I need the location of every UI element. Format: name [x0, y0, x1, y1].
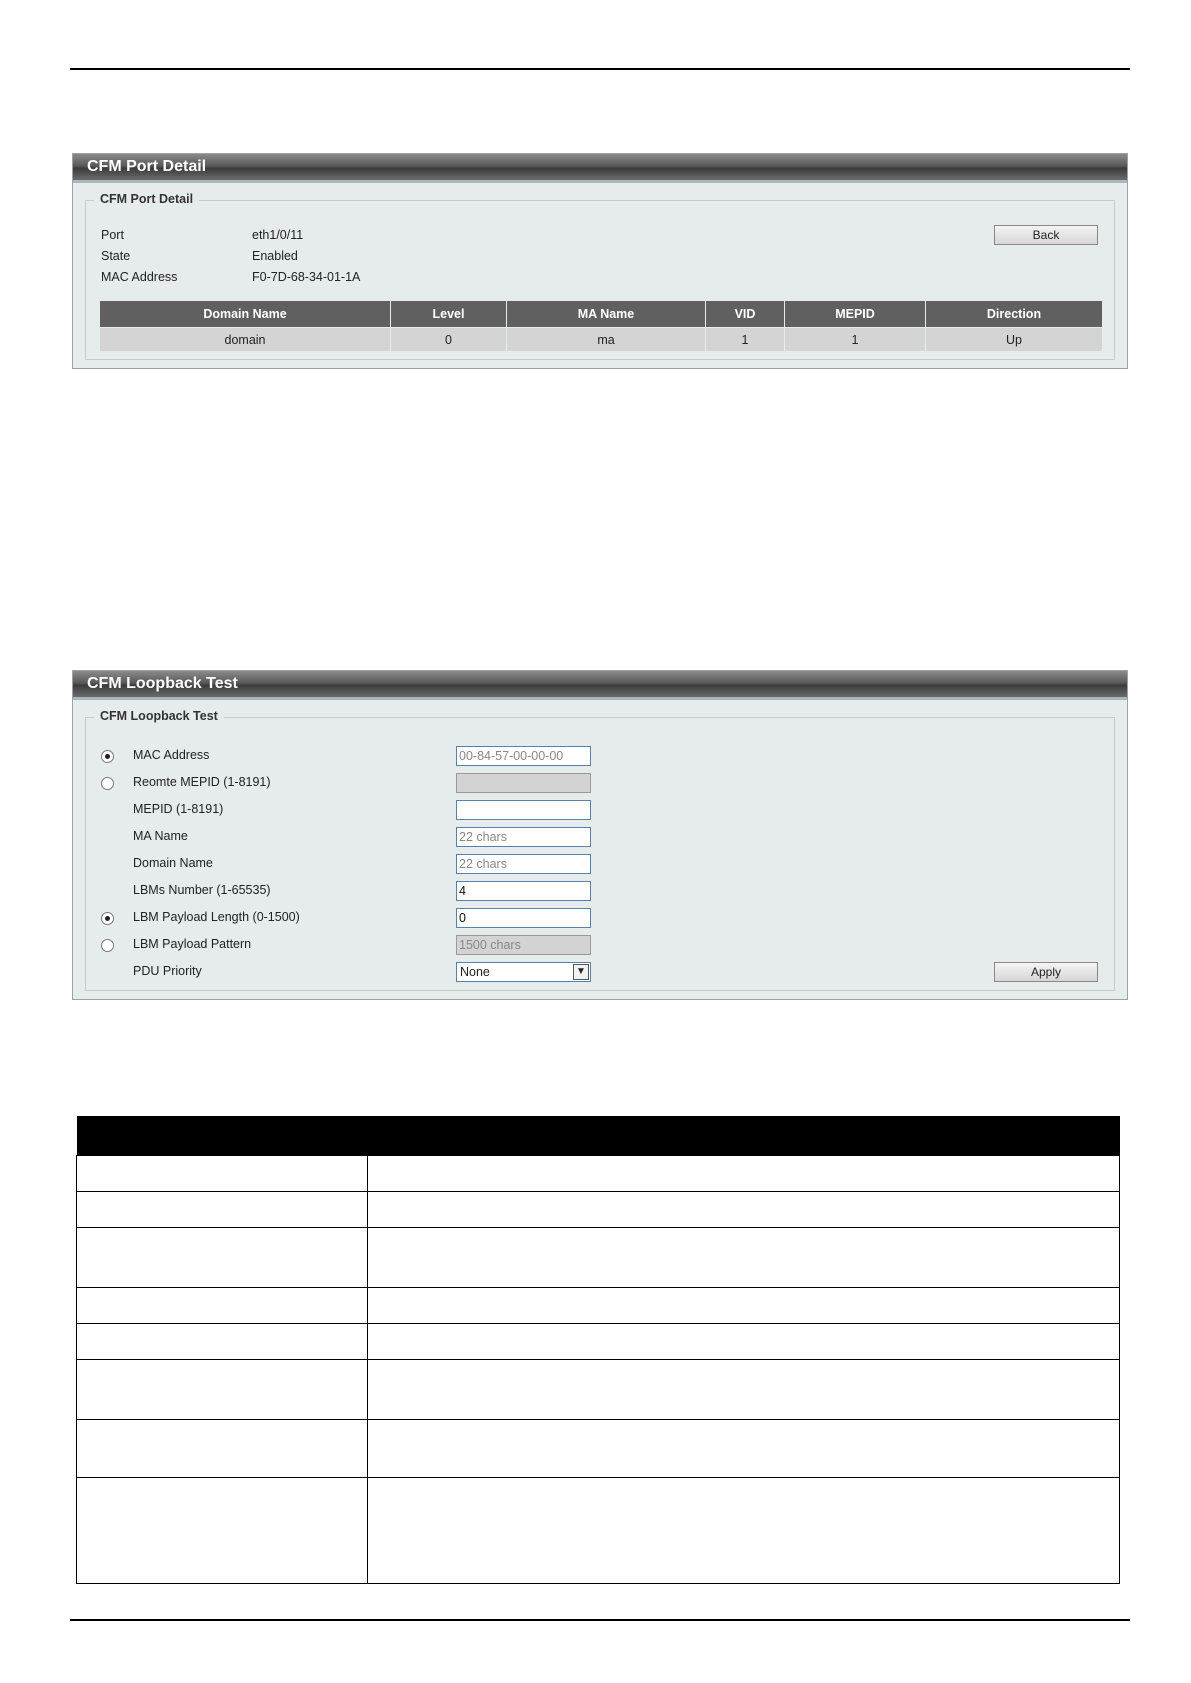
cell-vid: 1: [706, 328, 785, 352]
cell: [368, 1324, 1120, 1360]
table-row: [77, 1228, 1120, 1288]
mac-address-radio[interactable]: [101, 750, 114, 763]
mac-address-input[interactable]: [456, 746, 591, 766]
cell-level: 0: [391, 328, 507, 352]
cell: [368, 1420, 1120, 1478]
col-vid: VID: [706, 301, 785, 328]
table-row: [77, 1192, 1120, 1228]
table-row: [77, 1156, 1120, 1192]
pdu-priority-label: PDU Priority: [133, 964, 202, 978]
domain-name-label: Domain Name: [133, 856, 213, 870]
mac-address-label: MAC Address: [101, 270, 178, 284]
table-header-row: [100, 301, 1103, 328]
chevron-down-icon[interactable]: ▼: [573, 964, 589, 980]
cell: [77, 1420, 368, 1478]
lbms-number-label: LBMs Number (1-65535): [133, 883, 271, 897]
cell-ma-name: ma: [507, 328, 706, 352]
header-rule: [70, 68, 1130, 70]
lbm-payload-length-input[interactable]: [456, 908, 591, 928]
col-mepid: MEPID: [785, 301, 926, 328]
col-ma-name: MA Name: [507, 301, 706, 328]
cell: [77, 1228, 368, 1288]
domain-name-input[interactable]: [456, 854, 591, 874]
col-direction: Direction: [926, 301, 1103, 328]
remote-mepid-radio[interactable]: [101, 777, 114, 790]
lbm-payload-pattern-radio[interactable]: [101, 939, 114, 952]
table-row: [77, 1360, 1120, 1420]
port-label: Port: [101, 228, 124, 242]
remote-mepid-label: Reomte MEPID (1-8191): [133, 775, 271, 789]
cell: [77, 1192, 368, 1228]
state-value: Enabled: [252, 249, 298, 263]
header-cell: [77, 1116, 368, 1156]
lbms-number-input[interactable]: [456, 881, 591, 901]
table-header-row: [77, 1116, 1120, 1156]
pdu-priority-select[interactable]: [456, 962, 591, 982]
table-row: [77, 1420, 1120, 1478]
apply-button[interactable]: Apply: [994, 962, 1098, 982]
cfm-port-detail-panel: [72, 153, 1128, 369]
lbm-payload-pattern-input[interactable]: [456, 935, 591, 955]
cell: [368, 1360, 1120, 1420]
fieldset-legend: CFM Port Detail: [94, 192, 199, 206]
col-domain-name: Domain Name: [100, 301, 391, 328]
ma-name-label: MA Name: [133, 829, 188, 843]
cell: [368, 1288, 1120, 1324]
lbm-payload-length-radio[interactable]: [101, 912, 114, 925]
ma-name-input[interactable]: [456, 827, 591, 847]
table-row: [77, 1478, 1120, 1584]
cell: [368, 1192, 1120, 1228]
port-value: eth1/0/11: [252, 228, 304, 242]
table-row: [77, 1324, 1120, 1360]
remote-mepid-input[interactable]: [456, 773, 591, 793]
table-row: [77, 1288, 1120, 1324]
fieldset-legend: CFM Loopback Test: [94, 709, 224, 723]
cell: [77, 1288, 368, 1324]
mac-address-label: MAC Address: [133, 748, 210, 762]
cell: [77, 1324, 368, 1360]
port-detail-table: [99, 300, 1103, 352]
footer-rule: [70, 1619, 1130, 1621]
col-level: Level: [391, 301, 507, 328]
lbm-payload-length-label: LBM Payload Length (0-1500): [133, 910, 300, 924]
cell-domain-name: domain: [100, 328, 391, 352]
cell: [368, 1478, 1120, 1584]
state-label: State: [101, 249, 131, 263]
header-cell: [368, 1116, 1120, 1156]
table-row: [100, 328, 1103, 352]
cell: [368, 1228, 1120, 1288]
cell-direction: Up: [926, 328, 1103, 352]
cell: [77, 1360, 368, 1420]
pdu-priority-selected: None: [460, 965, 490, 979]
mepid-label: MEPID (1-8191): [133, 802, 224, 816]
mac-address-value: F0-7D-68-34-01-1A: [252, 270, 361, 284]
cell: [77, 1156, 368, 1192]
panel-title: CFM Loopback Test: [73, 671, 1127, 700]
cell: [77, 1478, 368, 1584]
mepid-input[interactable]: [456, 800, 591, 820]
lbm-payload-pattern-label: LBM Payload Pattern: [133, 937, 252, 951]
back-button[interactable]: Back: [994, 225, 1098, 245]
cell-mepid: 1: [785, 328, 926, 352]
description-table: [76, 1116, 1120, 1584]
cfm-loopback-test-panel: [72, 670, 1128, 1000]
panel-title: CFM Port Detail: [73, 154, 1127, 183]
cell: [368, 1156, 1120, 1192]
